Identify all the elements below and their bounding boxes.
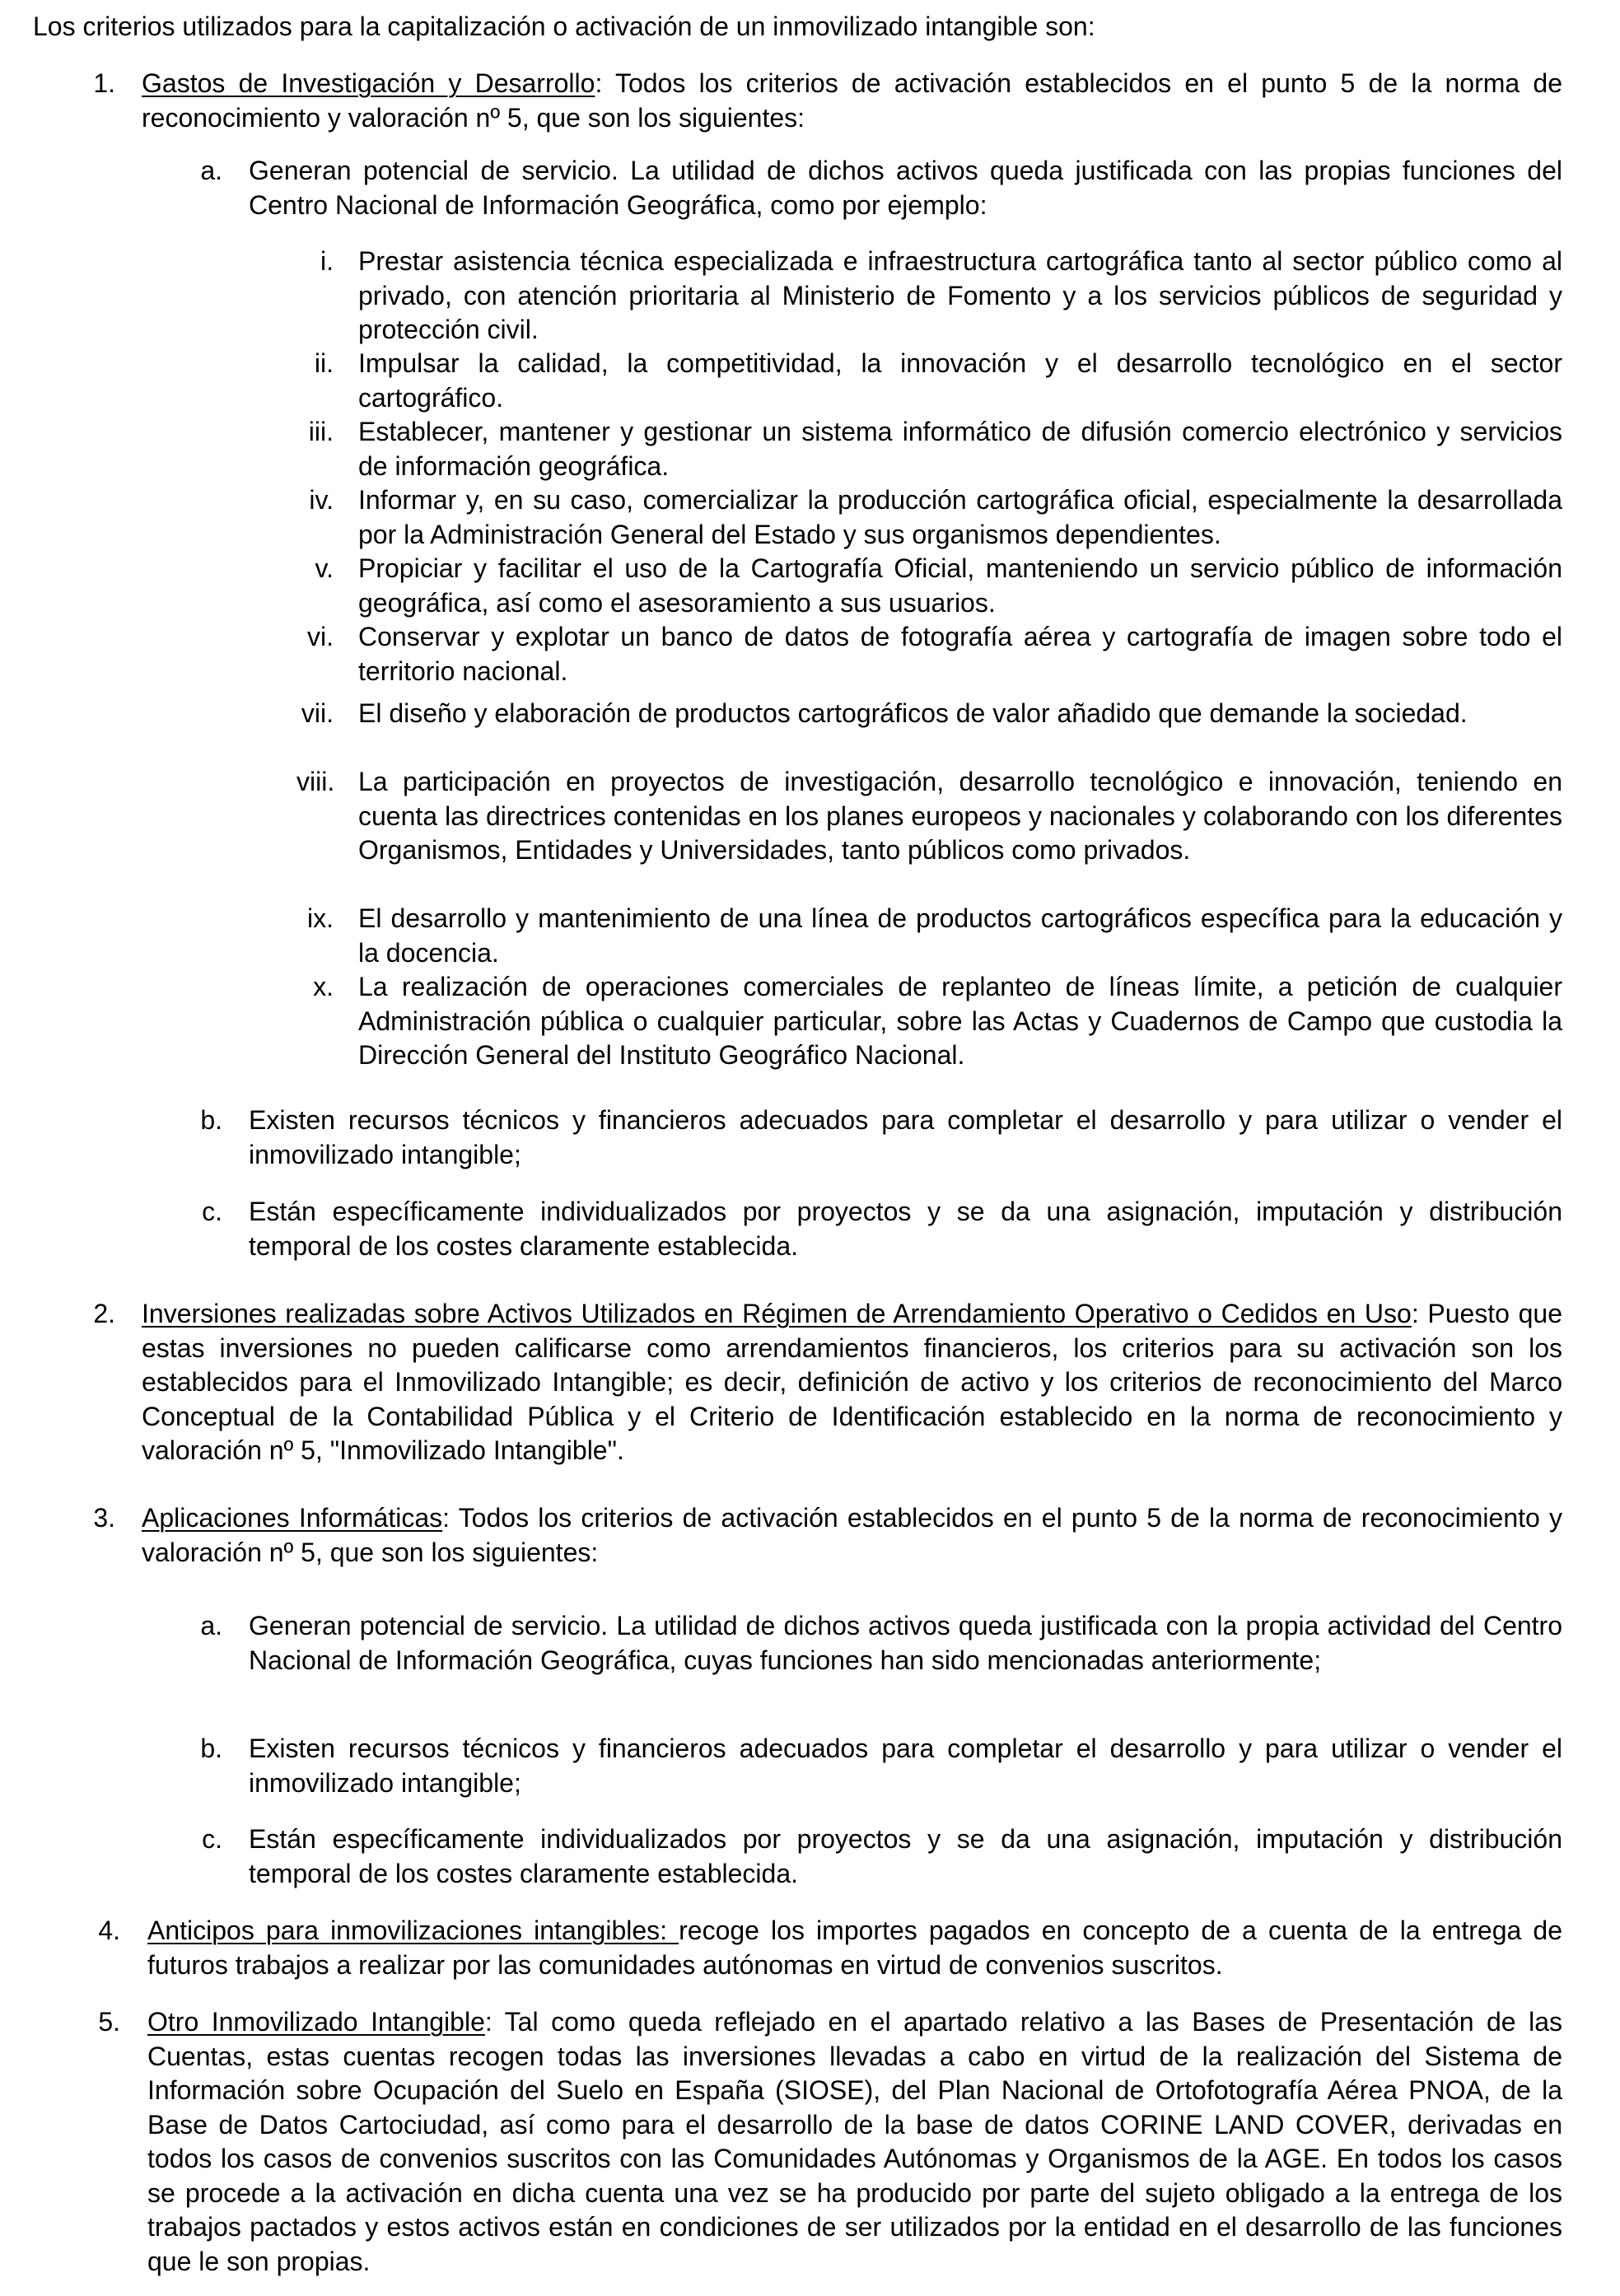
- list-text: Existen recursos técnicos y financieros adecuados para completar el desarrollo y para utilizar o vender el inmovilizado intangible;: [249, 1105, 1562, 1169]
- list-numeral: iv.: [309, 485, 334, 515]
- list-text: Inversiones realizadas sobre Activos Utilizados en Régimen de Arrendamiento Operativo o Cedidos en Uso: Puesto que estas inversiones no pueden calificarse como arrendamientos financieros, los criterios para su activación son los establecidos para el Inmovilizado Intangible; es decir, definición de activo y los criterios de reconocimiento del Marco Conceptual de la Contabilidad Pública y el Criterio de Identificación establecido en la norma de reconocimiento y valoración nº 5, "Inmovilizado Intangible".: [142, 1299, 1563, 1465]
- list-text: Anticipos para inmovilizaciones intangibles: recoge los importes pagados en concepto de a cuenta de la entrega de futuros trabajos a realizar por las comunidades autónomas en virtud de convenios suscritos.: [147, 1916, 1562, 1980]
- list-numeral: x.: [313, 972, 334, 1001]
- list-text: Gastos de Investigación y Desarrollo: Todos los criterios de activación establecidos en el punto 5 de la norma de reconocimiento y valoración nº 5, que son los siguientes:: [142, 68, 1563, 133]
- item-title: Gastos de Investigación y Desarrollo: [142, 68, 595, 98]
- list-text: Propiciar y facilitar el uso de la Cartografía Oficial, manteniendo un servicio público de información geográfica, así como el asesoramiento a sus usuarios.: [358, 553, 1562, 618]
- list-numeral: viii.: [296, 767, 335, 796]
- list-numeral: vi.: [307, 622, 334, 651]
- item-title: Otro Inmovilizado Intangible: [147, 2007, 485, 2037]
- list-numeral: ii.: [314, 348, 334, 378]
- list-text: Están específicamente individualizados por proyectos y se da una asignación, imputación y distribución temporal de los costes claramente establecida.: [249, 1197, 1562, 1261]
- list-text: Establecer, mantener y gestionar un sistema informático de difusión comercio electrónico y servicios de información geográfica.: [358, 417, 1562, 481]
- list-letter: b.: [200, 1734, 222, 1763]
- list-text: Generan potencial de servicio. La utilidad de dichos activos queda justificada con las propias funciones del Centro Nacional de Información Geográfica, como por ejemplo:: [249, 156, 1562, 220]
- list-text: La realización de operaciones comerciales de replanteo de líneas límite, a petición de cualquier Administración pública o cualquier particular, sobre las Actas y Cuadernos de Campo que custodia la Dirección General del Instituto Geográfico Nacional.: [358, 972, 1562, 1070]
- list-text: Están específicamente individualizados por proyectos y se da una asignación, imputación y distribución temporal de los costes claramente establecida.: [249, 1824, 1562, 1888]
- intro-paragraph: Los criterios utilizados para la capitalización o activación de un inmovilizado intangible son:: [33, 12, 1095, 41]
- list-text: El diseño y elaboración de productos cartográficos de valor añadido que demande la sociedad.: [358, 698, 1468, 728]
- list-text: Existen recursos técnicos y financieros adecuados para completar el desarrollo y para utilizar o vender el inmovilizado intangible;: [249, 1734, 1562, 1798]
- list-numeral: iii.: [308, 417, 334, 446]
- list-number: 4.: [98, 1916, 120, 1945]
- list-letter: c.: [202, 1824, 222, 1854]
- list-letter: c.: [202, 1197, 222, 1226]
- list-text: Conservar y explotar un banco de datos de fotografía aérea y cartografía de imagen sobre todo el territorio nacional.: [358, 622, 1562, 686]
- list-text: Prestar asistencia técnica especializada e infraestructura cartográfica tanto al sector público como al privado, con atención prioritaria al Ministerio de Fomento y a los servicios públicos de seguridad y protección civil.: [358, 246, 1562, 344]
- list-text: Otro Inmovilizado Intangible: Tal como queda reflejado en el apartado relativo a las Bases de Presentación de las Cuentas, estas cuentas recogen todas las inversiones llevadas a cabo en virtud de la realización del Sistema de Información sobre Ocupación del Suelo en España (SIOSE), del Plan Nacional de Ortofotografía Aérea PNOA, de la Base de Datos Cartociudad, así como para el desarrollo de la base de datos CORINE LAND COVER, derivadas en todos los casos de convenios suscritos con las Comunidades Autónomas y Organismos de la AGE. En todos los casos se procede a la activación en dicha cuenta una vez se ha producido por parte del sujeto obligado a la entrega de los trabajos pactados y estos activos están en condiciones de ser utilizados por la entidad en el desarrollo de las funciones que le son propias.: [147, 2007, 1563, 2276]
- list-numeral: i.: [320, 246, 334, 276]
- list-number: 5.: [98, 2007, 120, 2037]
- list-text: Aplicaciones Informáticas: Todos los criterios de activación establecidos en el punto 5 de la norma de reconocimiento y valoración nº 5, que son los siguientes:: [142, 1503, 1563, 1567]
- list-numeral: ix.: [307, 903, 334, 933]
- list-text: El desarrollo y mantenimiento de una línea de productos cartográficos específica para la educación y la docencia.: [358, 903, 1562, 968]
- list-letter: a.: [200, 156, 222, 185]
- list-text: Informar y, en su caso, comercializar la producción cartográfica oficial, especialmente la desarrollada por la Administración General del Estado y sus organismos dependientes.: [358, 485, 1562, 549]
- list-number: 1.: [93, 68, 115, 98]
- list-numeral: v.: [315, 553, 334, 583]
- list-text: La participación en proyectos de investigación, desarrollo tecnológico e innovación, teniendo en cuenta las directrices contenidas en los planes europeos y nacionales y colaborando con los diferentes Organismos, Entidades y Universidades, tanto públicos como privados.: [358, 767, 1562, 865]
- list-number: 3.: [93, 1503, 115, 1533]
- list-text: Impulsar la calidad, la competitividad, la innovación y el desarrollo tecnológico en el sector cartográfico.: [358, 348, 1562, 413]
- item-title: Anticipos para inmovilizaciones intangibles:: [147, 1916, 679, 1945]
- list-letter: a.: [200, 1611, 222, 1640]
- item-title: Inversiones realizadas sobre Activos Utilizados en Régimen de Arrendamiento Operativo o Cedidos en Uso: [142, 1299, 1412, 1328]
- list-text: Generan potencial de servicio. La utilidad de dichos activos queda justificada con la propia actividad del Centro Nacional de Información Geográfica, cuyas funciones han sido mencionadas anteriormente;: [249, 1611, 1562, 1675]
- list-letter: b.: [200, 1105, 222, 1135]
- list-number: 2.: [93, 1299, 115, 1328]
- list-numeral: vii.: [301, 698, 334, 728]
- item-title: Aplicaciones Informáticas: [142, 1503, 443, 1533]
